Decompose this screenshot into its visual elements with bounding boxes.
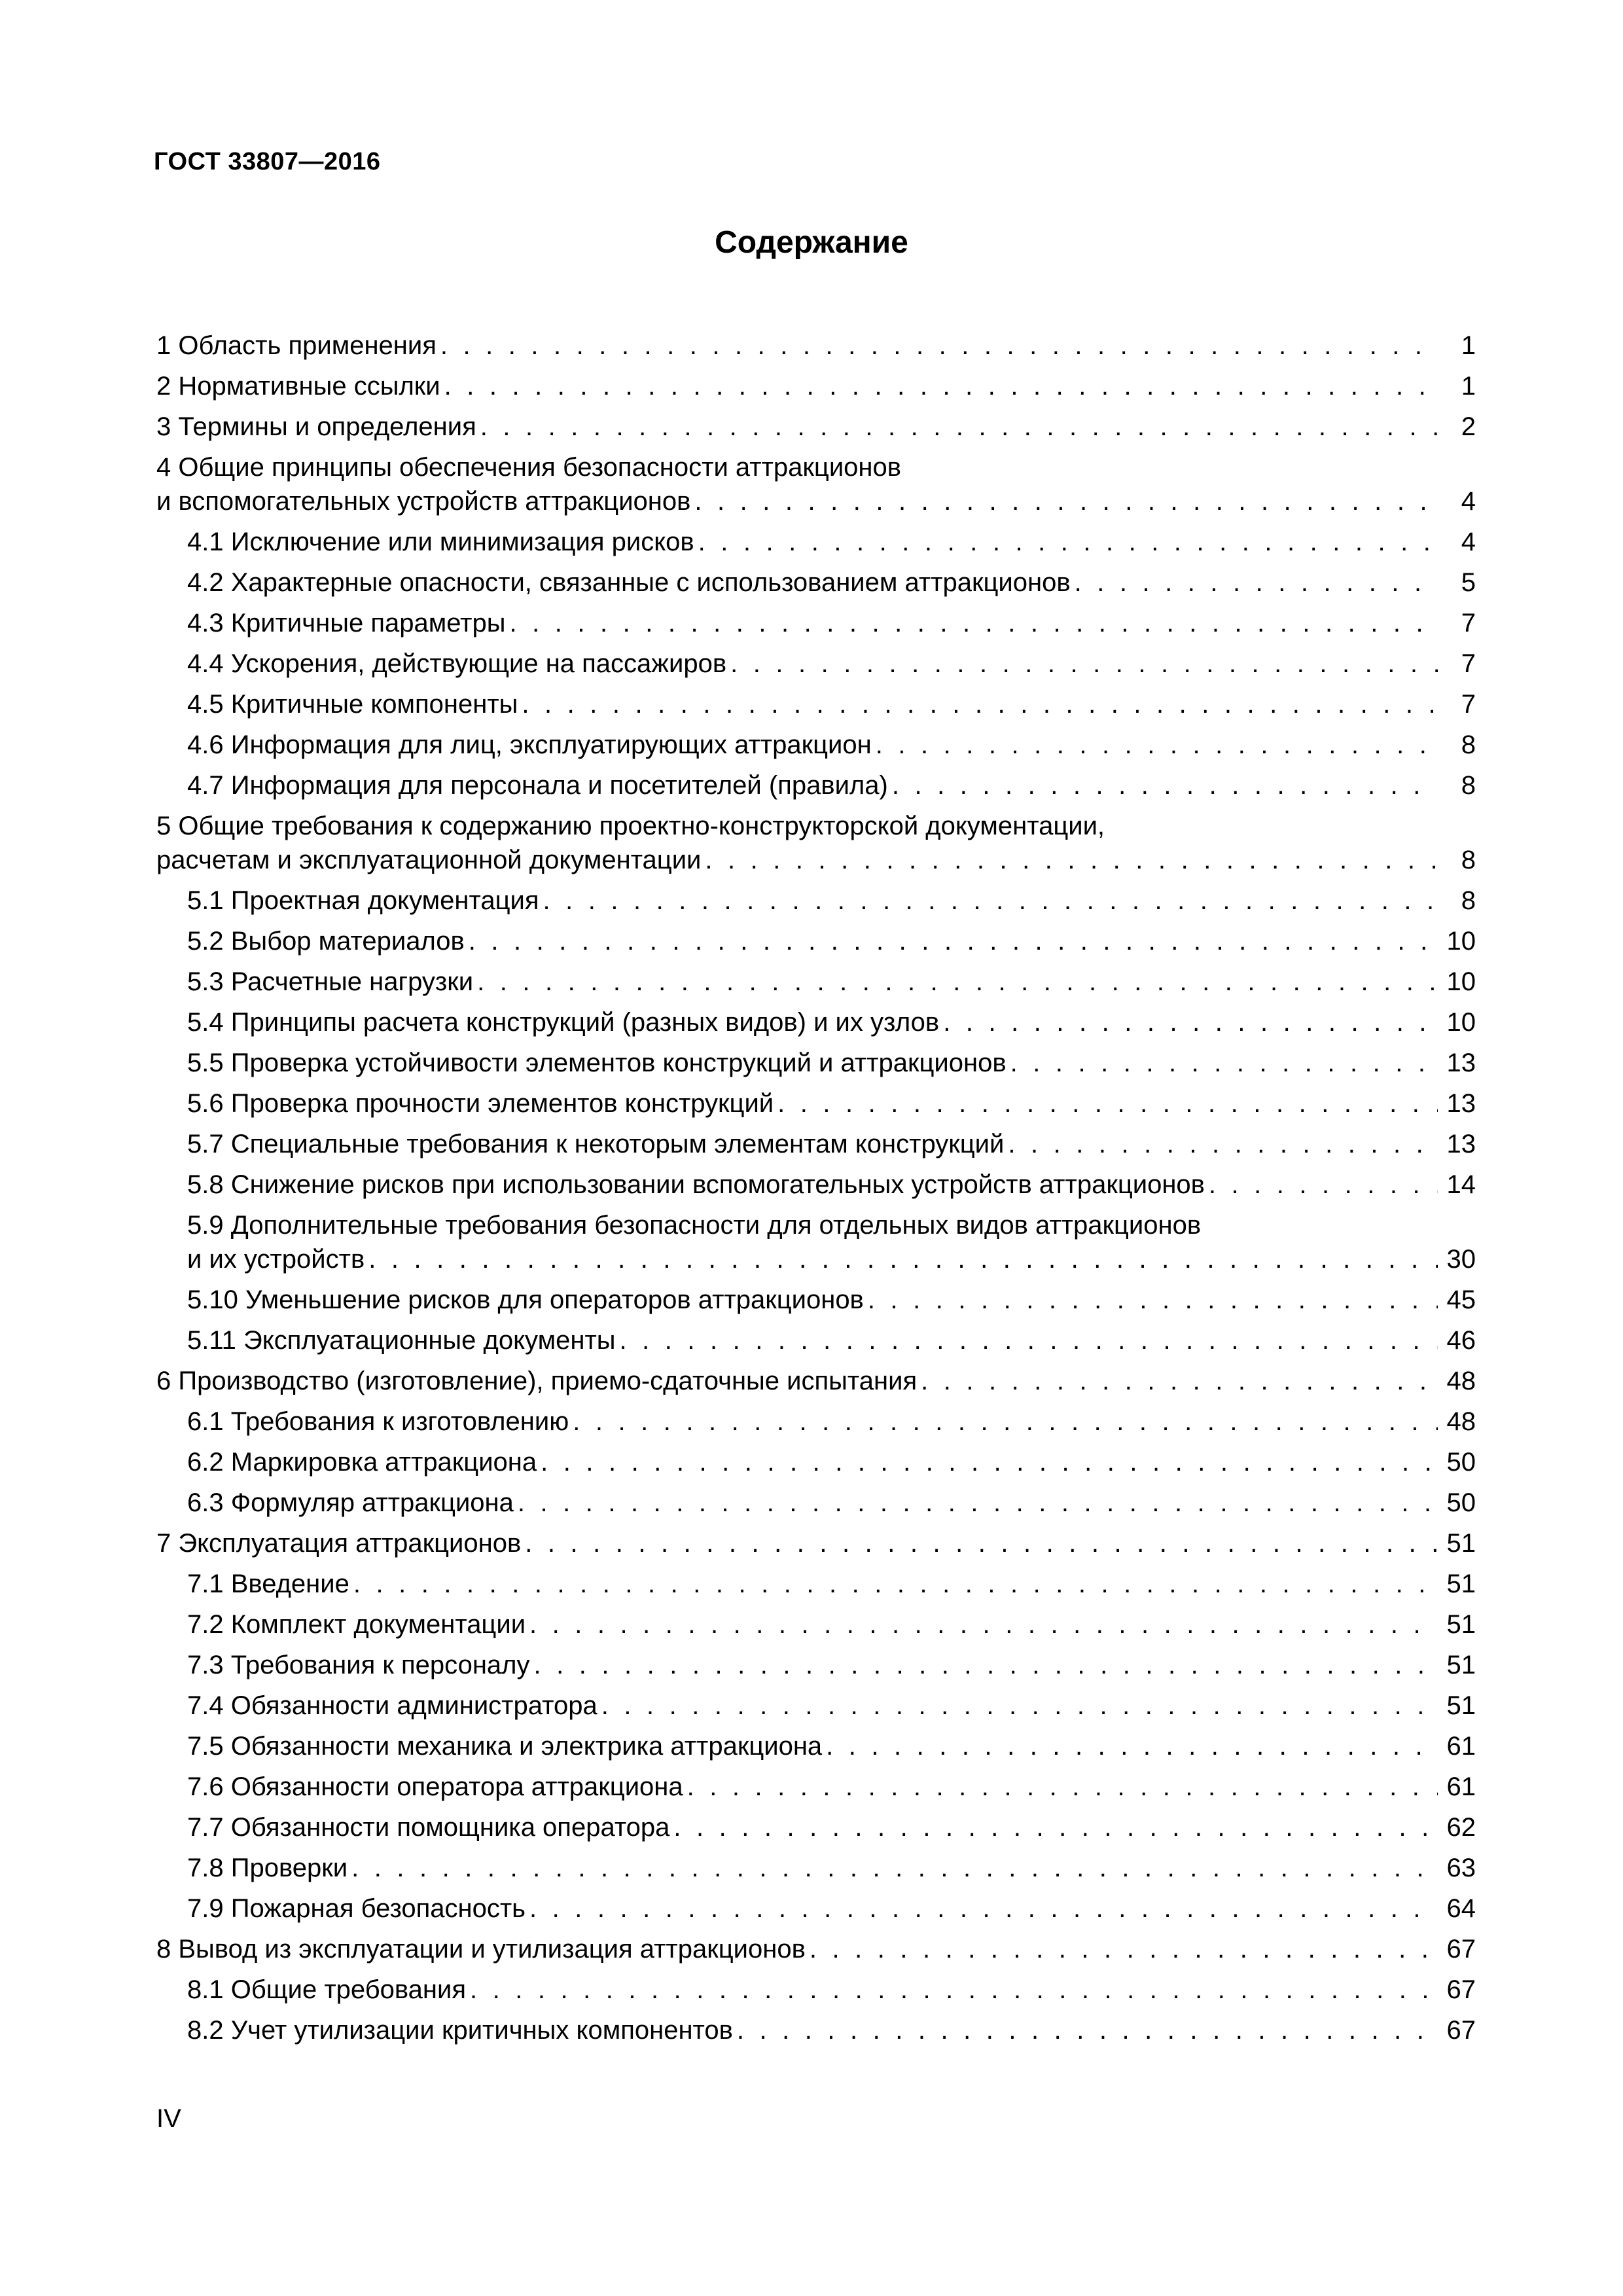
toc-entry[interactable] bbox=[156, 1523, 1476, 1564]
toc-entry[interactable] bbox=[156, 1929, 1476, 1969]
dot-leader bbox=[1008, 1124, 1438, 1164]
toc-entry-page: 8 bbox=[1461, 846, 1476, 874]
toc-entry-label: 4.2 Характерные опасности, связанные с использованием аттракционов bbox=[187, 568, 1071, 597]
dot-leader bbox=[892, 765, 1438, 806]
toc-entry-page: 14 bbox=[1446, 1170, 1476, 1199]
dot-leader bbox=[1075, 562, 1438, 603]
toc-entry[interactable] bbox=[156, 1645, 1476, 1685]
toc-entry-label: 4.4 Ускорения, действующие на пассажиров bbox=[187, 649, 727, 678]
toc-entry[interactable] bbox=[156, 366, 1476, 406]
toc-entry-label: 4.1 Исключение или минимизация рисков bbox=[187, 528, 694, 556]
toc-entry[interactable] bbox=[156, 765, 1476, 806]
toc-entry-label: 7.6 Обязанности оператора аттракциона bbox=[187, 1772, 683, 1801]
toc-entry-page: 4 bbox=[1461, 528, 1476, 556]
dot-leader bbox=[525, 1523, 1438, 1564]
toc-entry[interactable] bbox=[156, 1083, 1476, 1124]
toc-entry-label: 5.8 Снижение рисков при использовании вспомогательных устройств аттракционов bbox=[187, 1170, 1205, 1199]
toc-entry-page: 48 bbox=[1446, 1407, 1476, 1436]
toc-entry[interactable] bbox=[156, 1482, 1476, 1523]
dot-leader bbox=[573, 1401, 1438, 1442]
toc-entry-title-line: 5 Общие требования к содержанию проектно-конструкторской документации, bbox=[156, 812, 1105, 840]
toc-entry[interactable] bbox=[156, 1205, 1476, 1280]
toc-entry[interactable] bbox=[156, 1888, 1476, 1929]
dot-leader bbox=[737, 2010, 1438, 2051]
dot-leader bbox=[698, 522, 1438, 562]
toc-entry-page: 5 bbox=[1461, 568, 1476, 597]
dot-leader bbox=[921, 1361, 1438, 1401]
toc-entry-page: 8 bbox=[1461, 771, 1476, 800]
dot-leader bbox=[351, 1848, 1438, 1888]
dot-leader bbox=[620, 1320, 1438, 1361]
toc-entry-label: 5.1 Проектная документация bbox=[187, 886, 539, 915]
dot-leader bbox=[509, 603, 1438, 643]
dot-leader bbox=[368, 1239, 1438, 1280]
toc-entry-page: 10 bbox=[1446, 1008, 1476, 1037]
toc-entry-label: 2 Нормативные ссылки bbox=[156, 372, 440, 401]
toc-entry-label: 5.6 Проверка прочности элементов конструкций bbox=[187, 1089, 774, 1118]
toc-entry[interactable] bbox=[156, 806, 1476, 880]
toc-entry-label: 6.2 Маркировка аттракциона bbox=[187, 1448, 537, 1477]
toc-entry[interactable] bbox=[156, 522, 1476, 562]
toc-entry-page: 13 bbox=[1446, 1130, 1476, 1158]
dot-leader bbox=[469, 921, 1438, 961]
toc-entry[interactable] bbox=[156, 725, 1476, 765]
dot-leader bbox=[601, 1685, 1438, 1726]
toc-entry[interactable] bbox=[156, 2010, 1476, 2051]
dot-leader bbox=[440, 325, 1438, 366]
toc-entry-page: 63 bbox=[1446, 1854, 1476, 1882]
toc-entry[interactable] bbox=[156, 1848, 1476, 1888]
toc-entry-label: 7.3 Требования к персоналу bbox=[187, 1651, 530, 1679]
toc-entry-page: 62 bbox=[1446, 1813, 1476, 1842]
dot-leader bbox=[694, 481, 1438, 522]
toc-entry-label: 7.2 Комплект документации bbox=[187, 1610, 526, 1639]
toc-entry-label: 7.1 Введение bbox=[187, 1570, 349, 1598]
toc-entry[interactable] bbox=[156, 684, 1476, 725]
toc-entry-page: 51 bbox=[1446, 1610, 1476, 1639]
dot-leader bbox=[534, 1645, 1438, 1685]
page-number: IV bbox=[156, 2104, 181, 2133]
dot-leader bbox=[730, 643, 1438, 684]
toc-entry-label: 7 Эксплуатация аттракционов bbox=[156, 1529, 522, 1558]
toc-entry[interactable] bbox=[156, 562, 1476, 603]
dot-leader bbox=[444, 366, 1438, 406]
toc-entry[interactable] bbox=[156, 1564, 1476, 1604]
toc-entry-page: 1 bbox=[1461, 372, 1476, 401]
toc-entry[interactable] bbox=[156, 921, 1476, 961]
dot-leader bbox=[868, 1280, 1438, 1320]
toc-entry-label: 4.7 Информация для персонала и посетителей (правила) bbox=[187, 771, 888, 800]
toc-entry-page: 30 bbox=[1446, 1245, 1476, 1274]
toc-entry-label: 5.11 Эксплуатационные документы bbox=[187, 1326, 616, 1355]
toc-entry-label: 7.5 Обязанности механика и электрика аттракциона bbox=[187, 1732, 823, 1761]
toc-entry-page: 51 bbox=[1446, 1570, 1476, 1598]
toc-entry-label: 5.2 Выбор материалов bbox=[187, 927, 465, 956]
dot-leader bbox=[541, 1442, 1438, 1482]
toc-entry-label: 6 Производство (изготовление), приемо-сдаточные испытания bbox=[156, 1367, 918, 1395]
toc-entry[interactable] bbox=[156, 1320, 1476, 1361]
toc-entry-label: 5.5 Проверка устойчивости элементов конструкций и аттракционов bbox=[187, 1049, 1007, 1077]
toc-entry-label: 7.8 Проверки bbox=[187, 1854, 348, 1882]
dot-leader bbox=[543, 880, 1438, 921]
toc-entry-label: 4.6 Информация для лиц, эксплуатирующих аттракцион bbox=[187, 730, 872, 759]
toc-entry[interactable] bbox=[156, 406, 1476, 447]
toc-entry-label: 5.4 Принципы расчета конструкций (разных видов) и их узлов bbox=[187, 1008, 940, 1037]
toc-entry-page: 51 bbox=[1446, 1529, 1476, 1558]
toc-entry[interactable] bbox=[156, 1807, 1476, 1848]
dot-leader bbox=[529, 1888, 1438, 1929]
dot-leader bbox=[353, 1564, 1438, 1604]
dot-leader bbox=[876, 725, 1438, 765]
toc-entry[interactable] bbox=[156, 1685, 1476, 1726]
toc-entry-page: 51 bbox=[1446, 1691, 1476, 1720]
toc-entry-label: 5.3 Расчетные нагрузки bbox=[187, 967, 474, 996]
dot-leader bbox=[810, 1929, 1438, 1969]
table-of-contents bbox=[156, 325, 1476, 2051]
toc-entry-label: 8 Вывод из эксплуатации и утилизация аттракционов bbox=[156, 1935, 806, 1964]
toc-entry-label: 5.7 Специальные требования к некоторым элементам конструкций bbox=[187, 1130, 1005, 1158]
toc-entry-page: 10 bbox=[1446, 967, 1476, 996]
page-title: Содержание bbox=[715, 225, 908, 260]
toc-entry-page: 13 bbox=[1446, 1089, 1476, 1118]
dot-leader bbox=[480, 406, 1438, 447]
toc-entry[interactable] bbox=[156, 1401, 1476, 1442]
toc-entry[interactable] bbox=[156, 1124, 1476, 1164]
dot-leader bbox=[518, 1482, 1438, 1523]
toc-entry-label: 8.2 Учет утилизации критичных компонентов bbox=[187, 2016, 733, 2045]
dot-leader bbox=[470, 1969, 1438, 2010]
toc-entry[interactable] bbox=[156, 961, 1476, 1002]
toc-entry-label: 3 Термины и определения bbox=[156, 412, 476, 441]
toc-entry-page: 7 bbox=[1461, 690, 1476, 719]
toc-entry-page: 1 bbox=[1461, 331, 1476, 360]
toc-entry[interactable] bbox=[156, 1280, 1476, 1320]
toc-entry-label: 8.1 Общие требования bbox=[187, 1975, 467, 2004]
dot-leader bbox=[522, 684, 1438, 725]
dot-leader bbox=[687, 1767, 1438, 1807]
toc-entry[interactable] bbox=[156, 1002, 1476, 1043]
toc-entry[interactable] bbox=[156, 447, 1476, 522]
toc-entry-page: 50 bbox=[1446, 1448, 1476, 1477]
toc-entry[interactable] bbox=[156, 1604, 1476, 1645]
toc-entry[interactable] bbox=[156, 643, 1476, 684]
toc-entry-page: 48 bbox=[1446, 1367, 1476, 1395]
toc-entry[interactable] bbox=[156, 1164, 1476, 1205]
toc-entry-page: 46 bbox=[1446, 1326, 1476, 1355]
toc-entry-page: 50 bbox=[1446, 1488, 1476, 1517]
document-code: ГОСТ 33807—2016 bbox=[154, 148, 381, 175]
toc-entry[interactable] bbox=[156, 880, 1476, 921]
toc-entry-page: 13 bbox=[1446, 1049, 1476, 1077]
toc-entry-page: 67 bbox=[1446, 1935, 1476, 1964]
dot-leader bbox=[943, 1002, 1438, 1043]
toc-entry-label: 1 Область применения bbox=[156, 331, 437, 360]
toc-entry-page: 7 bbox=[1461, 649, 1476, 678]
toc-entry-page: 64 bbox=[1446, 1894, 1476, 1923]
toc-entry-label: 4.5 Критичные компоненты bbox=[187, 690, 518, 719]
toc-entry[interactable] bbox=[156, 325, 1476, 366]
toc-entry[interactable] bbox=[156, 603, 1476, 643]
toc-entry-title-line: 5.9 Дополнительные требования безопасности для отдельных видов аттракционов bbox=[187, 1211, 1202, 1240]
toc-entry-label: и вспомогательных устройств аттракционов bbox=[156, 487, 691, 516]
toc-entry-page: 8 bbox=[1461, 886, 1476, 915]
dot-leader bbox=[673, 1807, 1438, 1848]
toc-entry-title-line: 4 Общие принципы обеспечения безопасности аттракционов bbox=[156, 453, 902, 482]
toc-entry[interactable] bbox=[156, 1969, 1476, 2010]
toc-entry-page: 2 bbox=[1461, 412, 1476, 441]
toc-entry[interactable] bbox=[156, 1043, 1476, 1083]
toc-entry-page: 7 bbox=[1461, 609, 1476, 637]
toc-entry[interactable] bbox=[156, 1767, 1476, 1807]
dot-leader bbox=[477, 961, 1438, 1002]
toc-entry-label: 6.1 Требования к изготовлению bbox=[187, 1407, 569, 1436]
toc-entry-page: 67 bbox=[1446, 1975, 1476, 2004]
toc-entry[interactable] bbox=[156, 1726, 1476, 1767]
toc-entry-page: 45 bbox=[1446, 1285, 1476, 1314]
toc-entry-page: 8 bbox=[1461, 730, 1476, 759]
toc-entry-label: расчетам и эксплуатационной документации bbox=[156, 846, 702, 874]
toc-entry[interactable] bbox=[156, 1361, 1476, 1401]
dot-leader bbox=[1209, 1164, 1438, 1205]
toc-entry-label: 7.9 Пожарная безопасность bbox=[187, 1894, 526, 1923]
toc-entry-page: 10 bbox=[1446, 927, 1476, 956]
dot-leader bbox=[1010, 1043, 1438, 1083]
toc-entry-page: 51 bbox=[1446, 1651, 1476, 1679]
dot-leader bbox=[777, 1083, 1438, 1124]
dot-leader bbox=[529, 1604, 1438, 1645]
toc-entry-page: 61 bbox=[1446, 1772, 1476, 1801]
toc-entry-page: 67 bbox=[1446, 2016, 1476, 2045]
toc-entry-label: 5.10 Уменьшение рисков для операторов аттракционов bbox=[187, 1285, 864, 1314]
toc-entry-page: 4 bbox=[1461, 487, 1476, 516]
toc-entry-label: 7.4 Обязанности администратора bbox=[187, 1691, 597, 1720]
toc-entry-label: и их устройств bbox=[187, 1245, 365, 1274]
dot-leader bbox=[826, 1726, 1438, 1767]
toc-entry[interactable] bbox=[156, 1442, 1476, 1482]
toc-entry-label: 7.7 Обязанности помощника оператора bbox=[187, 1813, 670, 1842]
toc-entry-label: 4.3 Критичные параметры bbox=[187, 609, 506, 637]
toc-entry-label: 6.3 Формуляр аттракциона bbox=[187, 1488, 514, 1517]
toc-entry-page: 61 bbox=[1446, 1732, 1476, 1761]
dot-leader bbox=[705, 840, 1438, 880]
